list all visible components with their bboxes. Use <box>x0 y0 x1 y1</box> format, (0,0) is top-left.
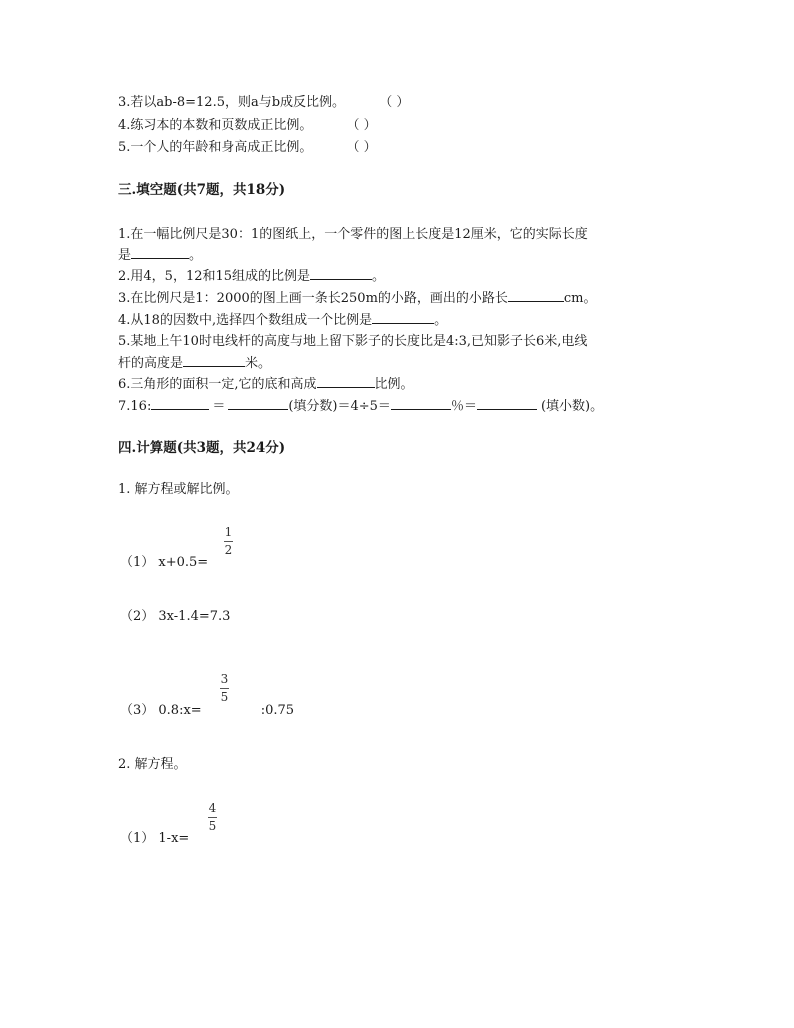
answer-blank[interactable] <box>391 397 451 410</box>
fraction-bar <box>208 817 217 818</box>
fill-question-5-text: 杆的高度是 <box>118 356 184 371</box>
fill-question-4-text: 4.从18的因数中,选择四个数组成一个比例是 <box>118 313 373 328</box>
fill-question-7-decimal-note: (填小数)。 <box>540 399 604 414</box>
fill-question-2-end: 。 <box>372 269 386 284</box>
answer-blank[interactable] <box>151 397 209 410</box>
fraction-three-fifths <box>220 672 229 704</box>
fill-question-4 <box>118 311 447 330</box>
judge-question-3 <box>118 94 409 112</box>
equals-sign: ＝ <box>212 399 226 414</box>
equation-1: （1） x+0.5= <box>120 555 209 570</box>
equation-4: （1） 1-x= <box>120 831 190 846</box>
fill-question-1-line1: 1.在一幅比例尺是30：1的图纸上，一个零件的图上长度是12厘米，它的实际长度 <box>118 227 588 242</box>
fill-question-5-line2 <box>118 354 271 373</box>
calc-part-1-title: 1. 解方程或解比例。 <box>118 482 239 497</box>
fill-question-4-end: 。 <box>434 313 448 328</box>
fill-question-1-end: 。 <box>189 248 203 263</box>
answer-blank[interactable] <box>317 375 375 388</box>
percent-sign: ％＝ <box>450 399 477 414</box>
fill-question-2-text: 2.用4，5，12和15组成的比例是 <box>118 269 311 284</box>
equation-3-tail: :0.75 <box>260 703 295 718</box>
fill-question-3-text: 3.在比例尺是1：2000的图上画一条长250m的小路，画出的小路长 <box>118 291 508 306</box>
fill-question-5-end: 米。 <box>245 356 272 371</box>
fill-question-6 <box>118 375 414 394</box>
fill-question-7 <box>118 397 603 416</box>
fill-question-1-line2 <box>118 246 202 265</box>
fill-question-7-fraction-note: (填分数)＝4÷5＝ <box>288 399 391 414</box>
fraction-bar <box>224 541 233 542</box>
fill-question-6-text: 6.三角形的面积一定,它的底和高成 <box>118 377 317 392</box>
judge-question-5 <box>118 139 377 157</box>
fraction-denominator: 5 <box>208 819 217 833</box>
answer-blank[interactable] <box>183 354 245 367</box>
fill-question-3-end: cm。 <box>563 291 597 306</box>
answer-blank[interactable] <box>508 289 564 302</box>
judge-question-3-text: 3.若以ab-8=12.5，则a与b成反比例。 <box>118 95 346 110</box>
equation-3-text: （3） 0.8:x= <box>120 703 202 718</box>
answer-blank[interactable] <box>372 311 434 324</box>
fill-question-1-text: 是 <box>118 248 132 263</box>
answer-paren: （ ） <box>379 95 410 110</box>
fill-question-5-line1: 5.某地上午10时电线杆的高度与地上留下影子的长度比是4:3,已知影子长6米,电线 <box>118 334 588 349</box>
judge-question-5-text: 5.一个人的年龄和身高成正比例。 <box>118 140 313 155</box>
answer-paren: （ ） <box>346 118 377 133</box>
equation-3 <box>120 702 294 720</box>
judge-question-4-text: 4.练习本的本数和页数成正比例。 <box>118 118 313 133</box>
fill-question-7-text: 7.16: <box>118 399 152 414</box>
fraction-bar <box>220 688 229 689</box>
fraction-numerator: 1 <box>224 525 233 539</box>
fraction-four-fifths <box>208 801 217 833</box>
fill-question-3 <box>118 289 597 308</box>
answer-paren: （ ） <box>346 140 377 155</box>
section-heading-calc: 四.计算题(共3题，共24分) <box>118 440 286 456</box>
answer-blank[interactable] <box>131 246 189 259</box>
calc-part-2-title: 2. 解方程。 <box>118 757 187 772</box>
judge-question-4 <box>118 117 377 135</box>
fraction-one-half <box>224 525 233 557</box>
fill-question-2 <box>118 267 385 286</box>
fraction-numerator: 3 <box>220 672 229 686</box>
fraction-numerator: 4 <box>208 801 217 815</box>
answer-blank[interactable] <box>228 397 288 410</box>
answer-blank[interactable] <box>310 267 372 280</box>
answer-blank[interactable] <box>477 397 537 410</box>
equation-2: （2） 3x-1.4=7.3 <box>120 609 231 624</box>
fraction-denominator: 2 <box>224 543 233 557</box>
fill-question-6-end: 比例。 <box>374 377 414 392</box>
section-heading-fill: 三.填空题(共7题，共18分) <box>118 182 286 198</box>
fraction-denominator: 5 <box>220 690 229 704</box>
